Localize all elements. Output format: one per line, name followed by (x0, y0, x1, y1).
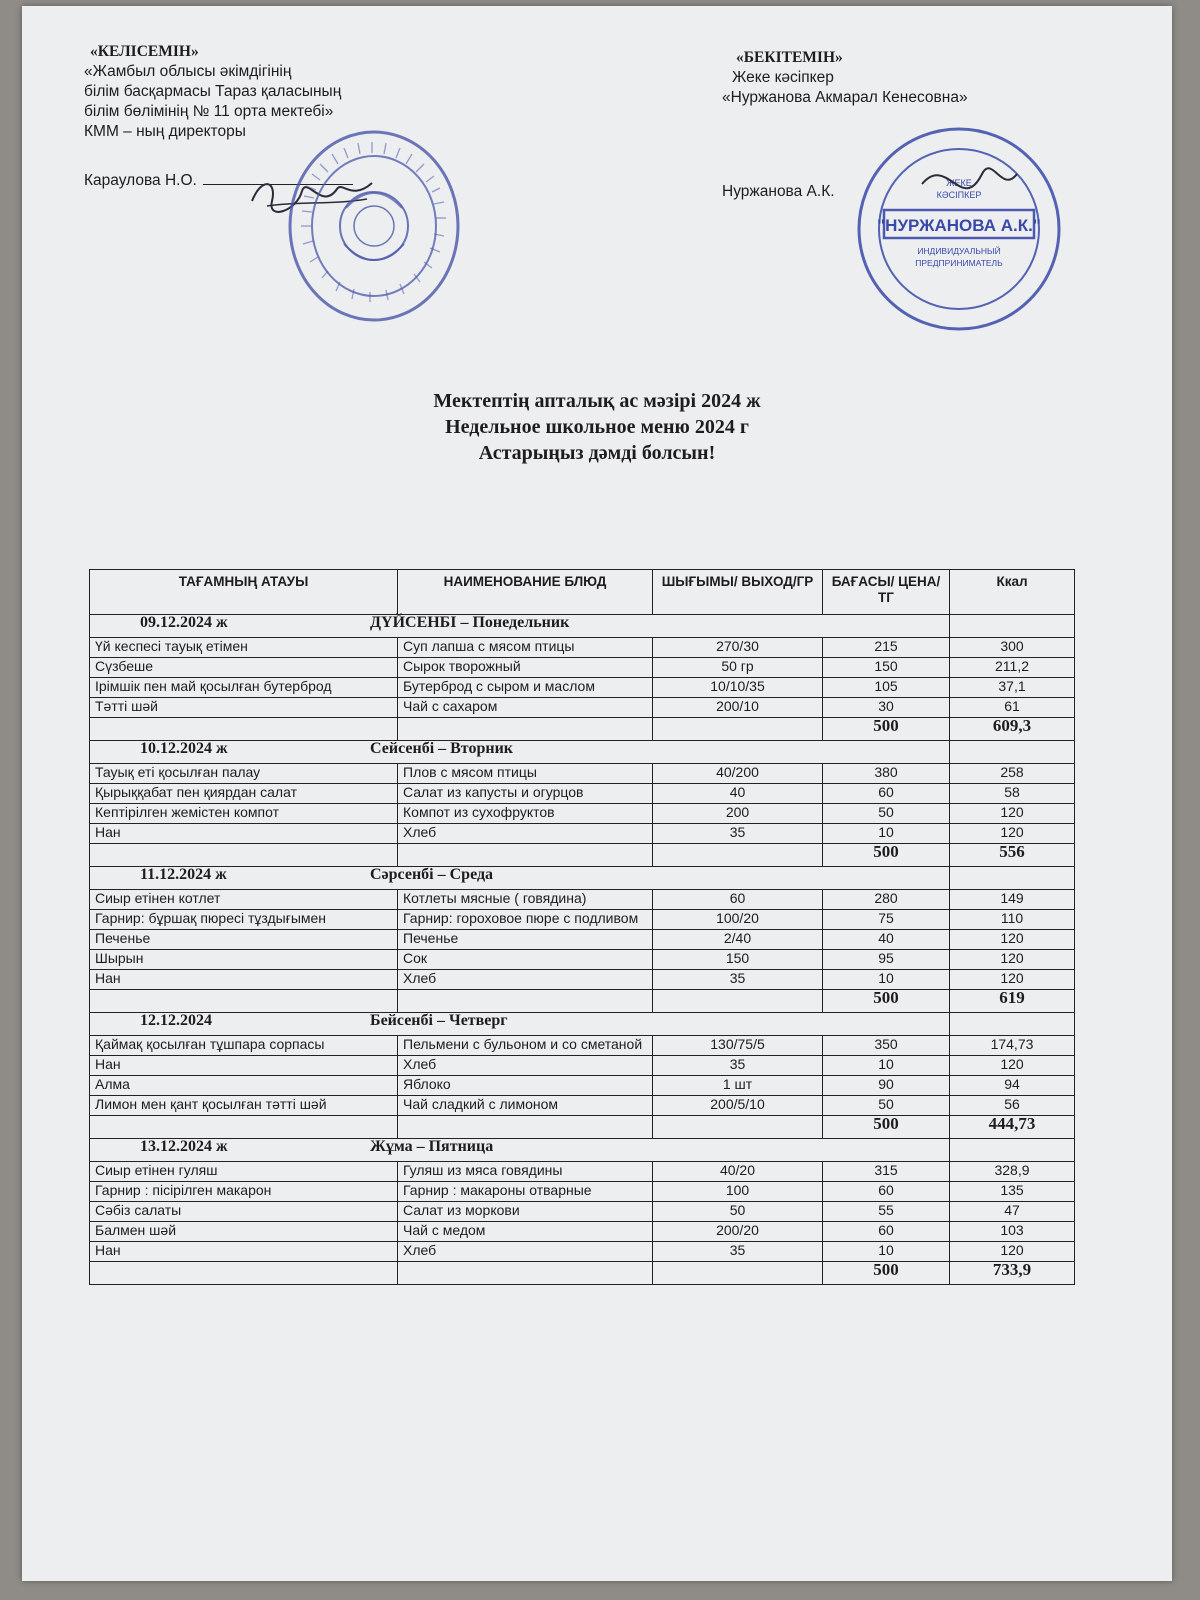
cell-ru: Гуляш из мяса говядины (398, 1162, 653, 1182)
empty-cell (653, 844, 823, 867)
table-row (90, 1036, 1075, 1056)
menu-title-block (22, 388, 1172, 466)
cell-price: 75 (823, 910, 950, 930)
cell-ru: Гарнир : макароны отварные (398, 1182, 653, 1202)
cell-kcal: 110 (950, 910, 1075, 930)
cell-kz: Шырын (90, 950, 398, 970)
cell-yield: 50 гр (653, 658, 823, 678)
total-price: 500 (823, 1116, 950, 1139)
table-row (90, 824, 1075, 844)
table-row (90, 1222, 1075, 1242)
menu-table (89, 569, 1075, 1285)
cell-kcal: 58 (950, 784, 1075, 804)
cell-price: 90 (823, 1076, 950, 1096)
cell-ru: Чай с медом (398, 1222, 653, 1242)
cell-ru: Салат из капусты и огурцов (398, 784, 653, 804)
cell-yield: 35 (653, 970, 823, 990)
cell-yield: 200/10 (653, 698, 823, 718)
cell-price: 95 (823, 950, 950, 970)
cell-price: 30 (823, 698, 950, 718)
table-row (90, 890, 1075, 910)
table-row (90, 698, 1075, 718)
cell-yield: 40/200 (653, 764, 823, 784)
empty-cell (90, 990, 398, 1013)
stamp-name: "НУРЖАНОВА А.К." (877, 216, 1041, 235)
cell-kcal: 328,9 (950, 1162, 1075, 1182)
cell-kz: Үй кеспесі тауық етімен (90, 638, 398, 658)
stamp-top-word: КӘСІПКЕР (936, 190, 982, 200)
header-name-kz: ТАҒАМНЫҢ АТАУЫ (90, 570, 398, 615)
day-header-row (90, 1139, 1075, 1162)
cell-yield: 60 (653, 890, 823, 910)
empty-cell (398, 718, 653, 741)
header-name-ru: НАИМЕНОВАНИЕ БЛЮД (398, 570, 653, 615)
cell-kz: Сәбіз салаты (90, 1202, 398, 1222)
table-row (90, 930, 1075, 950)
day-header-row (90, 867, 1075, 890)
cell-yield: 40 (653, 784, 823, 804)
cell-kcal: 300 (950, 638, 1075, 658)
cell-kz: Сиыр етінен котлет (90, 890, 398, 910)
cell-yield: 35 (653, 1242, 823, 1262)
cell-ru: Хлеб (398, 1056, 653, 1076)
cell-price: 50 (823, 1096, 950, 1116)
cell-ru: Хлеб (398, 824, 653, 844)
total-price: 500 (823, 844, 950, 867)
empty-cell (653, 718, 823, 741)
cell-kz: Гарнир : пісірілген макарон (90, 1182, 398, 1202)
total-price: 500 (823, 1262, 950, 1285)
title-ru: Недельное школьное меню 2024 г (445, 416, 749, 438)
cell-price: 10 (823, 1056, 950, 1076)
approval-line: «Нуржанова Акмарал Кенесовна» (722, 89, 968, 106)
cell-price: 10 (823, 824, 950, 844)
cell-kz: Нан (90, 1056, 398, 1076)
empty-cell (653, 1116, 823, 1139)
empty-cell (398, 1262, 653, 1285)
cell-kz: Балмен шәй (90, 1222, 398, 1242)
table-row (90, 1202, 1075, 1222)
cell-price: 60 (823, 784, 950, 804)
header-price: БАҒАСЫ/ ЦЕНА/ТГ (823, 570, 950, 615)
cell-kz: Тәтті шәй (90, 698, 398, 718)
stamp-top-word: ЖЕКЕ (946, 178, 972, 188)
day-date: 10.12.2024 ж (140, 740, 228, 757)
day-header-cell (90, 741, 950, 764)
cell-kcal: 61 (950, 698, 1075, 718)
table-row (90, 804, 1075, 824)
document-sheet (22, 6, 1172, 1581)
cell-yield: 200/20 (653, 1222, 823, 1242)
approval-line: білім басқармасы Тараз қаласының (84, 83, 342, 100)
empty-cell (398, 1116, 653, 1139)
cell-kcal: 103 (950, 1222, 1075, 1242)
cell-ru: Бутерброд с сыром и маслом (398, 678, 653, 698)
cell-ru: Сырок творожный (398, 658, 653, 678)
cell-kcal: 37,1 (950, 678, 1075, 698)
empty-cell (950, 867, 1075, 890)
empty-cell (398, 844, 653, 867)
table-row (90, 658, 1075, 678)
table-row (90, 784, 1075, 804)
title-kz: Мектептің апталық ас мәзірі 2024 ж (433, 390, 761, 412)
day-date: 12.12.2024 (140, 1012, 212, 1029)
cell-ru: Чай сладкий с лимоном (398, 1096, 653, 1116)
cell-kcal: 149 (950, 890, 1075, 910)
day-header-row (90, 1013, 1075, 1036)
school-stamp-seal (284, 126, 464, 326)
cell-kz: Нан (90, 1242, 398, 1262)
approval-heading: «КЕЛІСЕМІН» (90, 43, 199, 60)
cell-yield: 100 (653, 1182, 823, 1202)
cell-ru: Плов с мясом птицы (398, 764, 653, 784)
cell-kz: Қырыққабат пен қиярдан салат (90, 784, 398, 804)
approval-line: Жеке кәсіпкер (732, 69, 834, 86)
cell-kz: Кептірілген жемістен компот (90, 804, 398, 824)
total-row (90, 844, 1075, 867)
cell-price: 10 (823, 970, 950, 990)
cell-yield: 200 (653, 804, 823, 824)
cell-kcal: 120 (950, 804, 1075, 824)
cell-yield: 1 шт (653, 1076, 823, 1096)
day-name: ДҮЙСЕНБІ – Понедельник (370, 614, 570, 631)
total-kcal: 733,9 (950, 1262, 1075, 1285)
cell-yield: 50 (653, 1202, 823, 1222)
cell-kcal: 47 (950, 1202, 1075, 1222)
day-date: 09.12.2024 ж (140, 614, 228, 631)
empty-cell (653, 990, 823, 1013)
table-row (90, 1056, 1075, 1076)
cell-kz: Сиыр етінен гуляш (90, 1162, 398, 1182)
cell-price: 315 (823, 1162, 950, 1182)
total-kcal: 444,73 (950, 1116, 1075, 1139)
day-name: Жұма – Пятница (370, 1138, 494, 1155)
entrepreneur-stamp-seal (852, 124, 1067, 334)
cell-price: 380 (823, 764, 950, 784)
table-row (90, 1182, 1075, 1202)
cell-yield: 40/20 (653, 1162, 823, 1182)
day-name: Сәрсенбі – Среда (370, 866, 494, 883)
cell-ru: Печенье (398, 930, 653, 950)
cell-kcal: 258 (950, 764, 1075, 784)
cell-price: 40 (823, 930, 950, 950)
cell-kcal: 56 (950, 1096, 1075, 1116)
cell-price: 60 (823, 1222, 950, 1242)
day-header-cell (90, 615, 950, 638)
day-header-cell (90, 867, 950, 890)
day-header-row (90, 615, 1075, 638)
empty-cell (398, 990, 653, 1013)
cell-ru: Пельмени с бульоном и со сметаной (398, 1036, 653, 1056)
header-kcal: Ккал (950, 570, 1075, 615)
cell-yield: 35 (653, 1056, 823, 1076)
empty-cell (90, 718, 398, 741)
table-row (90, 1096, 1075, 1116)
cell-kz: Тауық еті қосылған палау (90, 764, 398, 784)
cell-kcal: 120 (950, 930, 1075, 950)
cell-ru: Сок (398, 950, 653, 970)
cell-kz: Лимон мен қант қосылған тәтті шәй (90, 1096, 398, 1116)
table-header-row (90, 570, 1075, 615)
cell-ru: Хлеб (398, 1242, 653, 1262)
cell-kcal: 135 (950, 1182, 1075, 1202)
cell-price: 55 (823, 1202, 950, 1222)
menu-table-body (90, 615, 1075, 1285)
empty-cell (90, 844, 398, 867)
cell-kcal: 120 (950, 1056, 1075, 1076)
cell-yield: 100/20 (653, 910, 823, 930)
cell-kcal: 120 (950, 950, 1075, 970)
empty-cell (950, 615, 1075, 638)
total-kcal: 609,3 (950, 718, 1075, 741)
cell-kz: Қаймақ қосылған тұшпара сорпасы (90, 1036, 398, 1056)
cell-kz: Сүзбеше (90, 658, 398, 678)
day-name: Бейсенбі – Четверг (370, 1012, 508, 1029)
table-row (90, 678, 1075, 698)
empty-cell (950, 741, 1075, 764)
cell-yield: 270/30 (653, 638, 823, 658)
cell-kcal: 120 (950, 824, 1075, 844)
total-kcal: 556 (950, 844, 1075, 867)
cell-ru: Котлеты мясные ( говядина) (398, 890, 653, 910)
cell-yield: 130/75/5 (653, 1036, 823, 1056)
cell-kz: Печенье (90, 930, 398, 950)
table-row (90, 638, 1075, 658)
cell-price: 350 (823, 1036, 950, 1056)
empty-cell (90, 1116, 398, 1139)
day-name: Сейсенбі – Вторник (370, 740, 514, 757)
cell-yield: 10/10/35 (653, 678, 823, 698)
stamp-type-line: ИНДИВИДУАЛЬНЫЙ (917, 246, 1001, 256)
total-row (90, 990, 1075, 1013)
cell-ru: Яблоко (398, 1076, 653, 1096)
cell-yield: 2/40 (653, 930, 823, 950)
cell-kz: Нан (90, 824, 398, 844)
cell-kcal: 211,2 (950, 658, 1075, 678)
header-yield: ШЫҒЫМЫ/ ВЫХОД/ГР (653, 570, 823, 615)
table-row (90, 950, 1075, 970)
total-kcal: 619 (950, 990, 1075, 1013)
cell-price: 150 (823, 658, 950, 678)
empty-cell (950, 1013, 1075, 1036)
day-date: 13.12.2024 ж (140, 1138, 228, 1155)
cell-kz: Нан (90, 970, 398, 990)
cell-kcal: 120 (950, 970, 1075, 990)
cell-ru: Салат из моркови (398, 1202, 653, 1222)
cell-price: 215 (823, 638, 950, 658)
total-row (90, 718, 1075, 741)
cell-ru: Хлеб (398, 970, 653, 990)
cell-kz: Ірімшік пен май қосылған бутерброд (90, 678, 398, 698)
table-row (90, 1162, 1075, 1182)
table-row (90, 1242, 1075, 1262)
day-header-row (90, 741, 1075, 764)
cell-ru: Суп лапша с мясом птицы (398, 638, 653, 658)
cell-ru: Гарнир: гороховое пюре с подливом (398, 910, 653, 930)
title-wish: Астарыңыз дәмді болсын! (478, 442, 716, 464)
cell-yield: 200/5/10 (653, 1096, 823, 1116)
signer-name: Караулова Н.О. (84, 172, 197, 189)
table-row (90, 1076, 1075, 1096)
empty-cell (90, 1262, 398, 1285)
cell-kcal: 174,73 (950, 1036, 1075, 1056)
stamp-type-line: ПРЕДПРИНИМАТЕЛЬ (915, 258, 1003, 268)
day-header-cell (90, 1013, 950, 1036)
cell-ru: Чай с сахаром (398, 698, 653, 718)
signer-name: Нуржанова А.К. (722, 183, 835, 200)
table-row (90, 764, 1075, 784)
cell-price: 60 (823, 1182, 950, 1202)
cell-ru: Компот из сухофруктов (398, 804, 653, 824)
approval-heading: «БЕКІТЕМІН» (736, 49, 843, 66)
cell-yield: 35 (653, 824, 823, 844)
total-price: 500 (823, 990, 950, 1013)
day-header-cell (90, 1139, 950, 1162)
total-row (90, 1116, 1075, 1139)
cell-price: 10 (823, 1242, 950, 1262)
cell-kcal: 94 (950, 1076, 1075, 1096)
total-price: 500 (823, 718, 950, 741)
cell-price: 280 (823, 890, 950, 910)
table-row (90, 910, 1075, 930)
table-row (90, 970, 1075, 990)
total-row (90, 1262, 1075, 1285)
empty-cell (653, 1262, 823, 1285)
cell-kz: Гарнир: бұршақ пюресі тұздығымен (90, 910, 398, 930)
cell-price: 50 (823, 804, 950, 824)
cell-kz: Алма (90, 1076, 398, 1096)
day-date: 11.12.2024 ж (140, 866, 227, 883)
approval-line: «Жамбыл облысы әкімдігінің (84, 63, 292, 80)
empty-cell (950, 1139, 1075, 1162)
cell-kcal: 120 (950, 1242, 1075, 1262)
approval-line: КММ – ның директоры (84, 123, 246, 140)
cell-price: 105 (823, 678, 950, 698)
approval-line: білім бөлімінің № 11 орта мектебі» (84, 103, 334, 120)
cell-yield: 150 (653, 950, 823, 970)
